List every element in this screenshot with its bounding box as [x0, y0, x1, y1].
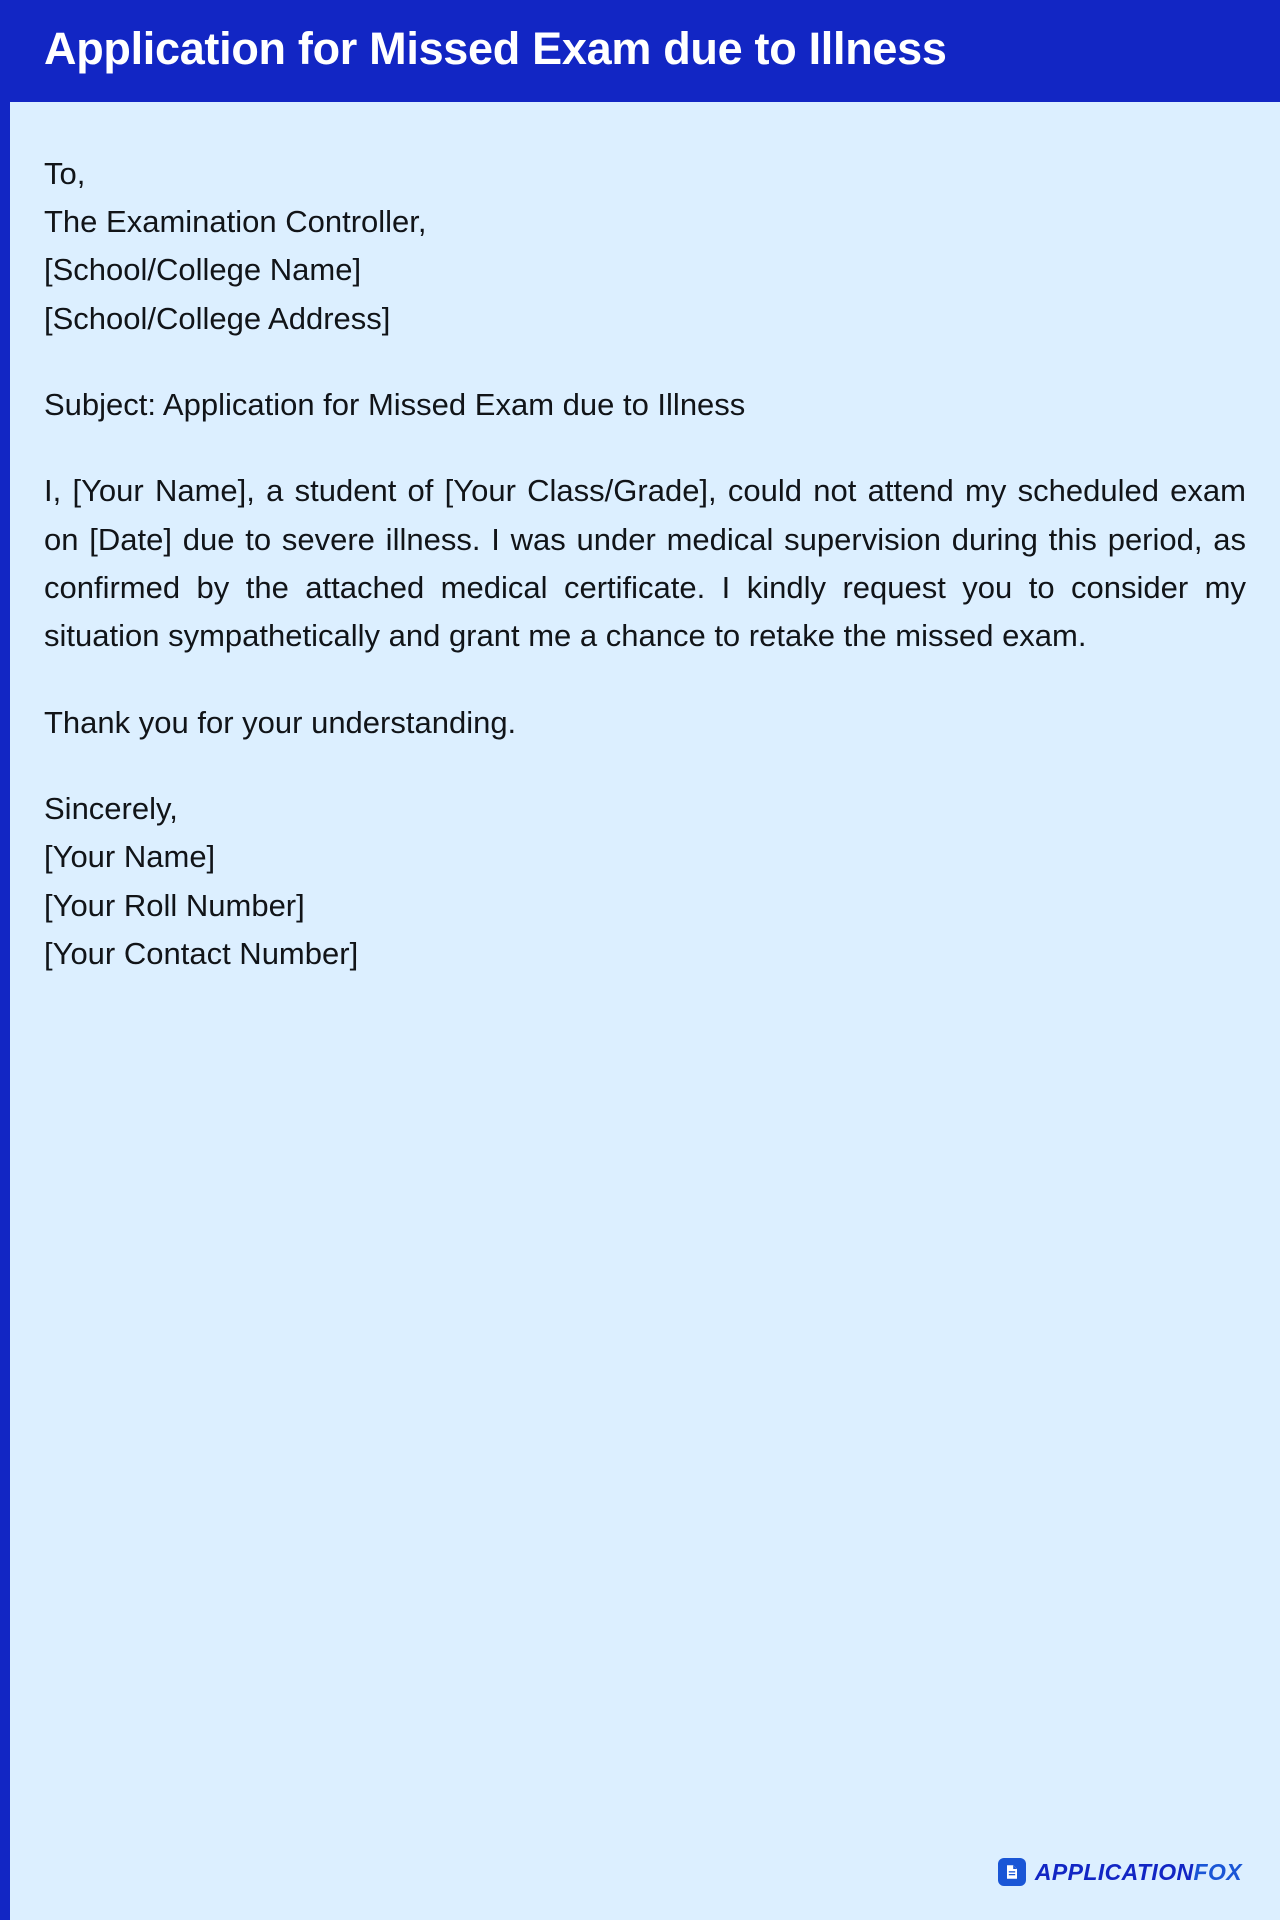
footer [10, 1858, 1280, 1920]
closing-block [44, 785, 1246, 978]
closing-line-sincerely: Sincerely, [44, 791, 178, 827]
thanks-block [44, 699, 1246, 747]
subject-line: Subject: Application for Missed Exam due to Illness [44, 386, 746, 422]
thanks-line: Thank you for your understanding. [44, 704, 517, 740]
address-line-recipient: The Examination Controller, [44, 203, 427, 239]
address-line-address: [School/College Address] [44, 300, 391, 336]
address-block [44, 150, 1246, 343]
subject-block [44, 381, 1246, 429]
closing-line-name: [Your Name] [44, 839, 216, 875]
page-title: Application for Missed Exam due to Illness [44, 23, 947, 74]
letter-body [10, 102, 1280, 1859]
closing-line-roll-number: [Your Roll Number] [44, 887, 305, 923]
brand-text [1035, 1859, 1242, 1886]
body-paragraph: I, [Your Name], a student of [Your Class/Grade], could not attend my scheduled exam on [Date] due to severe illness. I was under medical supervision during this period, as confirmed by the attached medical certificate. I kindly request you to consider my situation sympathetically and grant me a chance to retake the missed exam. [44, 473, 1246, 654]
header-bar [10, 0, 1280, 102]
brand-text-secondary: FOX [1193, 1858, 1242, 1885]
closing-line-contact-number: [Your Contact Number] [44, 936, 359, 972]
address-line-institution: [School/College Name] [44, 252, 362, 288]
brand-logo [998, 1858, 1242, 1886]
brand-text-primary: APPLICATION [1034, 1858, 1194, 1885]
address-line-salutation: To, [44, 155, 86, 191]
body-block [44, 467, 1246, 660]
document-icon [998, 1858, 1026, 1886]
